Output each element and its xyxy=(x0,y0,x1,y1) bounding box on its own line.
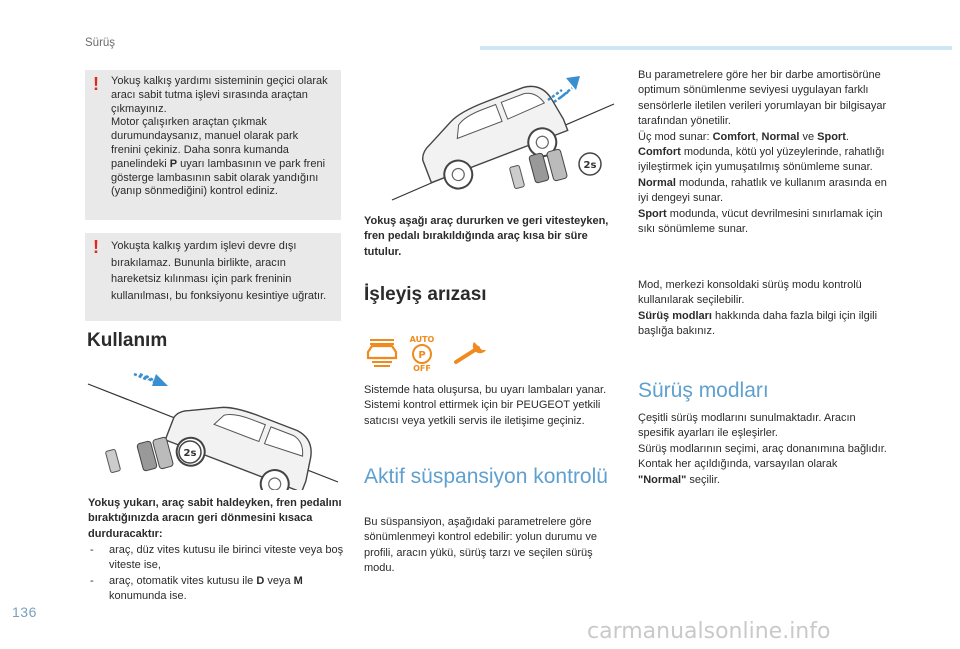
svg-text:2s: 2s xyxy=(583,160,597,171)
timer-badge-icon xyxy=(179,441,201,463)
svg-text:P: P xyxy=(418,350,426,361)
exclamation-icon: ! xyxy=(93,74,99,94)
suspension-text: Bu süspansiyon, aşağıdaki parametrelere göre sönümlenmeyi kontrol edebilir: yolun durumu ve profili, aracın yükü, sürüş tarzı ve seçilen sürüş modu. xyxy=(364,516,597,575)
suspension-modes-text: Bu parametrelere göre her bir darbe amortisörüne optimum sönümlenme seviyesi uygulayan farklı sensörlerle iletilen verileri yorumlayan bir bilgisayar tarafından yönetilir. Üç mod sunar: Comfort, Normal ve Sport. Comfort modunda, kötü yol yüzeylerinde, rahatlığı iyileştirmek için yumuşatılmış sönümleme sunar. Normal modunda, rahatlık ve kullanım arasında en iyi dengeyi sunar. Sport modunda, vücut devrilmesini sınırlamak için sıkı sönümleme sunar. xyxy=(638,69,887,236)
drive-modes-text: Çeşitli sürüş modlarını sunulmaktadır. Aracın spesifik ayarları ile eşleşirler. Sürüş modlarının seçimi, araç donanımına bağlıdır. Kontak her açıldığında, varsayılan olarak "Normal" seçilir. xyxy=(638,412,887,486)
suspension-warning-icon xyxy=(368,340,396,366)
timer-badge-icon xyxy=(579,153,601,175)
downhill-illustration xyxy=(362,68,618,204)
malfunction-title: İşleyiş arızası xyxy=(364,284,487,305)
svg-text:2s: 2s xyxy=(183,448,197,459)
direction-arrow-icon xyxy=(134,374,168,386)
watermark: carmanualsonline.info xyxy=(587,619,831,644)
uphill-caption: Yokuş yukarı, araç sabit haldeyken, fren pedalını bıraktığınızda aracın geri dönmesini kısaca durduracaktır: xyxy=(88,497,342,540)
warning-text: Motor çalışırken araçtan çıkmak durumundaysanız, manuel olarak park frenini çekiniz. Daha sonra kumanda panelindeki P uyarı lambasının ve park freni gösterge lambasının sabit olarak yandığını (yanıp sönmediğini) kontrol ediniz. xyxy=(111,116,326,198)
section-header: Sürüş xyxy=(85,37,116,49)
list-item: - araç, otomatik vites kutusu ile D veya M konumunda ise. xyxy=(88,574,344,605)
pedals-icon xyxy=(105,437,173,473)
page-number: 136 xyxy=(12,604,37,620)
drive-modes-title: Sürüş modları xyxy=(638,379,769,402)
malfunction-text: Sistemde hata oluşursa, bu uyarı lambaları yanar. Sistemi kontrol ettirmek için bir PEUGEOT yetkili satıcısı veya yetkili servis ile iletişime geçiniz. xyxy=(364,384,607,427)
list-item: - araç, düz vites kutusu ile birinci viteste veya boş viteste ise, xyxy=(88,543,344,574)
exclamation-icon: ! xyxy=(93,237,99,257)
direction-arrow-icon xyxy=(548,76,580,102)
malfunction-warning-icons xyxy=(364,334,494,372)
wrench-icon xyxy=(456,342,486,362)
suspension-title: Aktif süspansiyon kontrolü xyxy=(364,465,608,488)
uphill-illustration xyxy=(86,364,342,490)
auto-park-icon xyxy=(410,335,435,372)
warning-text: Yokuşta kalkış yardım işlevi devre dışı bırakılamaz. Bununla birlikte, aracın hareketsiz kılınması için park freninin kullanılması, bu fonksiyonu kesintiye uğratır. xyxy=(111,240,327,302)
warning-text: Yokuş kalkış yardımı sisteminin geçici olarak aracı sabit tutma işlevi sırasında araçtan çıkmayınız. xyxy=(111,75,328,115)
header-bar xyxy=(480,46,952,50)
svg-text:OFF: OFF xyxy=(413,364,431,372)
usage-title: Kullanım xyxy=(87,330,168,351)
warning-box-parking xyxy=(85,70,341,220)
pedals-icon xyxy=(509,149,567,189)
svg-text:AUTO: AUTO xyxy=(409,335,435,344)
usage-conditions-list xyxy=(88,543,344,605)
mode-selection-text: Mod, merkezi konsoldaki sürüş modu kontrolü kullanılarak seçilebilir. Sürüş modları hakkında daha fazla bilgi için ilgili başlığa bakınız. xyxy=(638,279,878,338)
downhill-caption: Yokuş aşağı araç dururken ve geri vitesteyken, fren pedalı bırakıldığında araç kısa bir süre tutulur. xyxy=(364,215,609,258)
warning-box-disable xyxy=(85,233,341,321)
